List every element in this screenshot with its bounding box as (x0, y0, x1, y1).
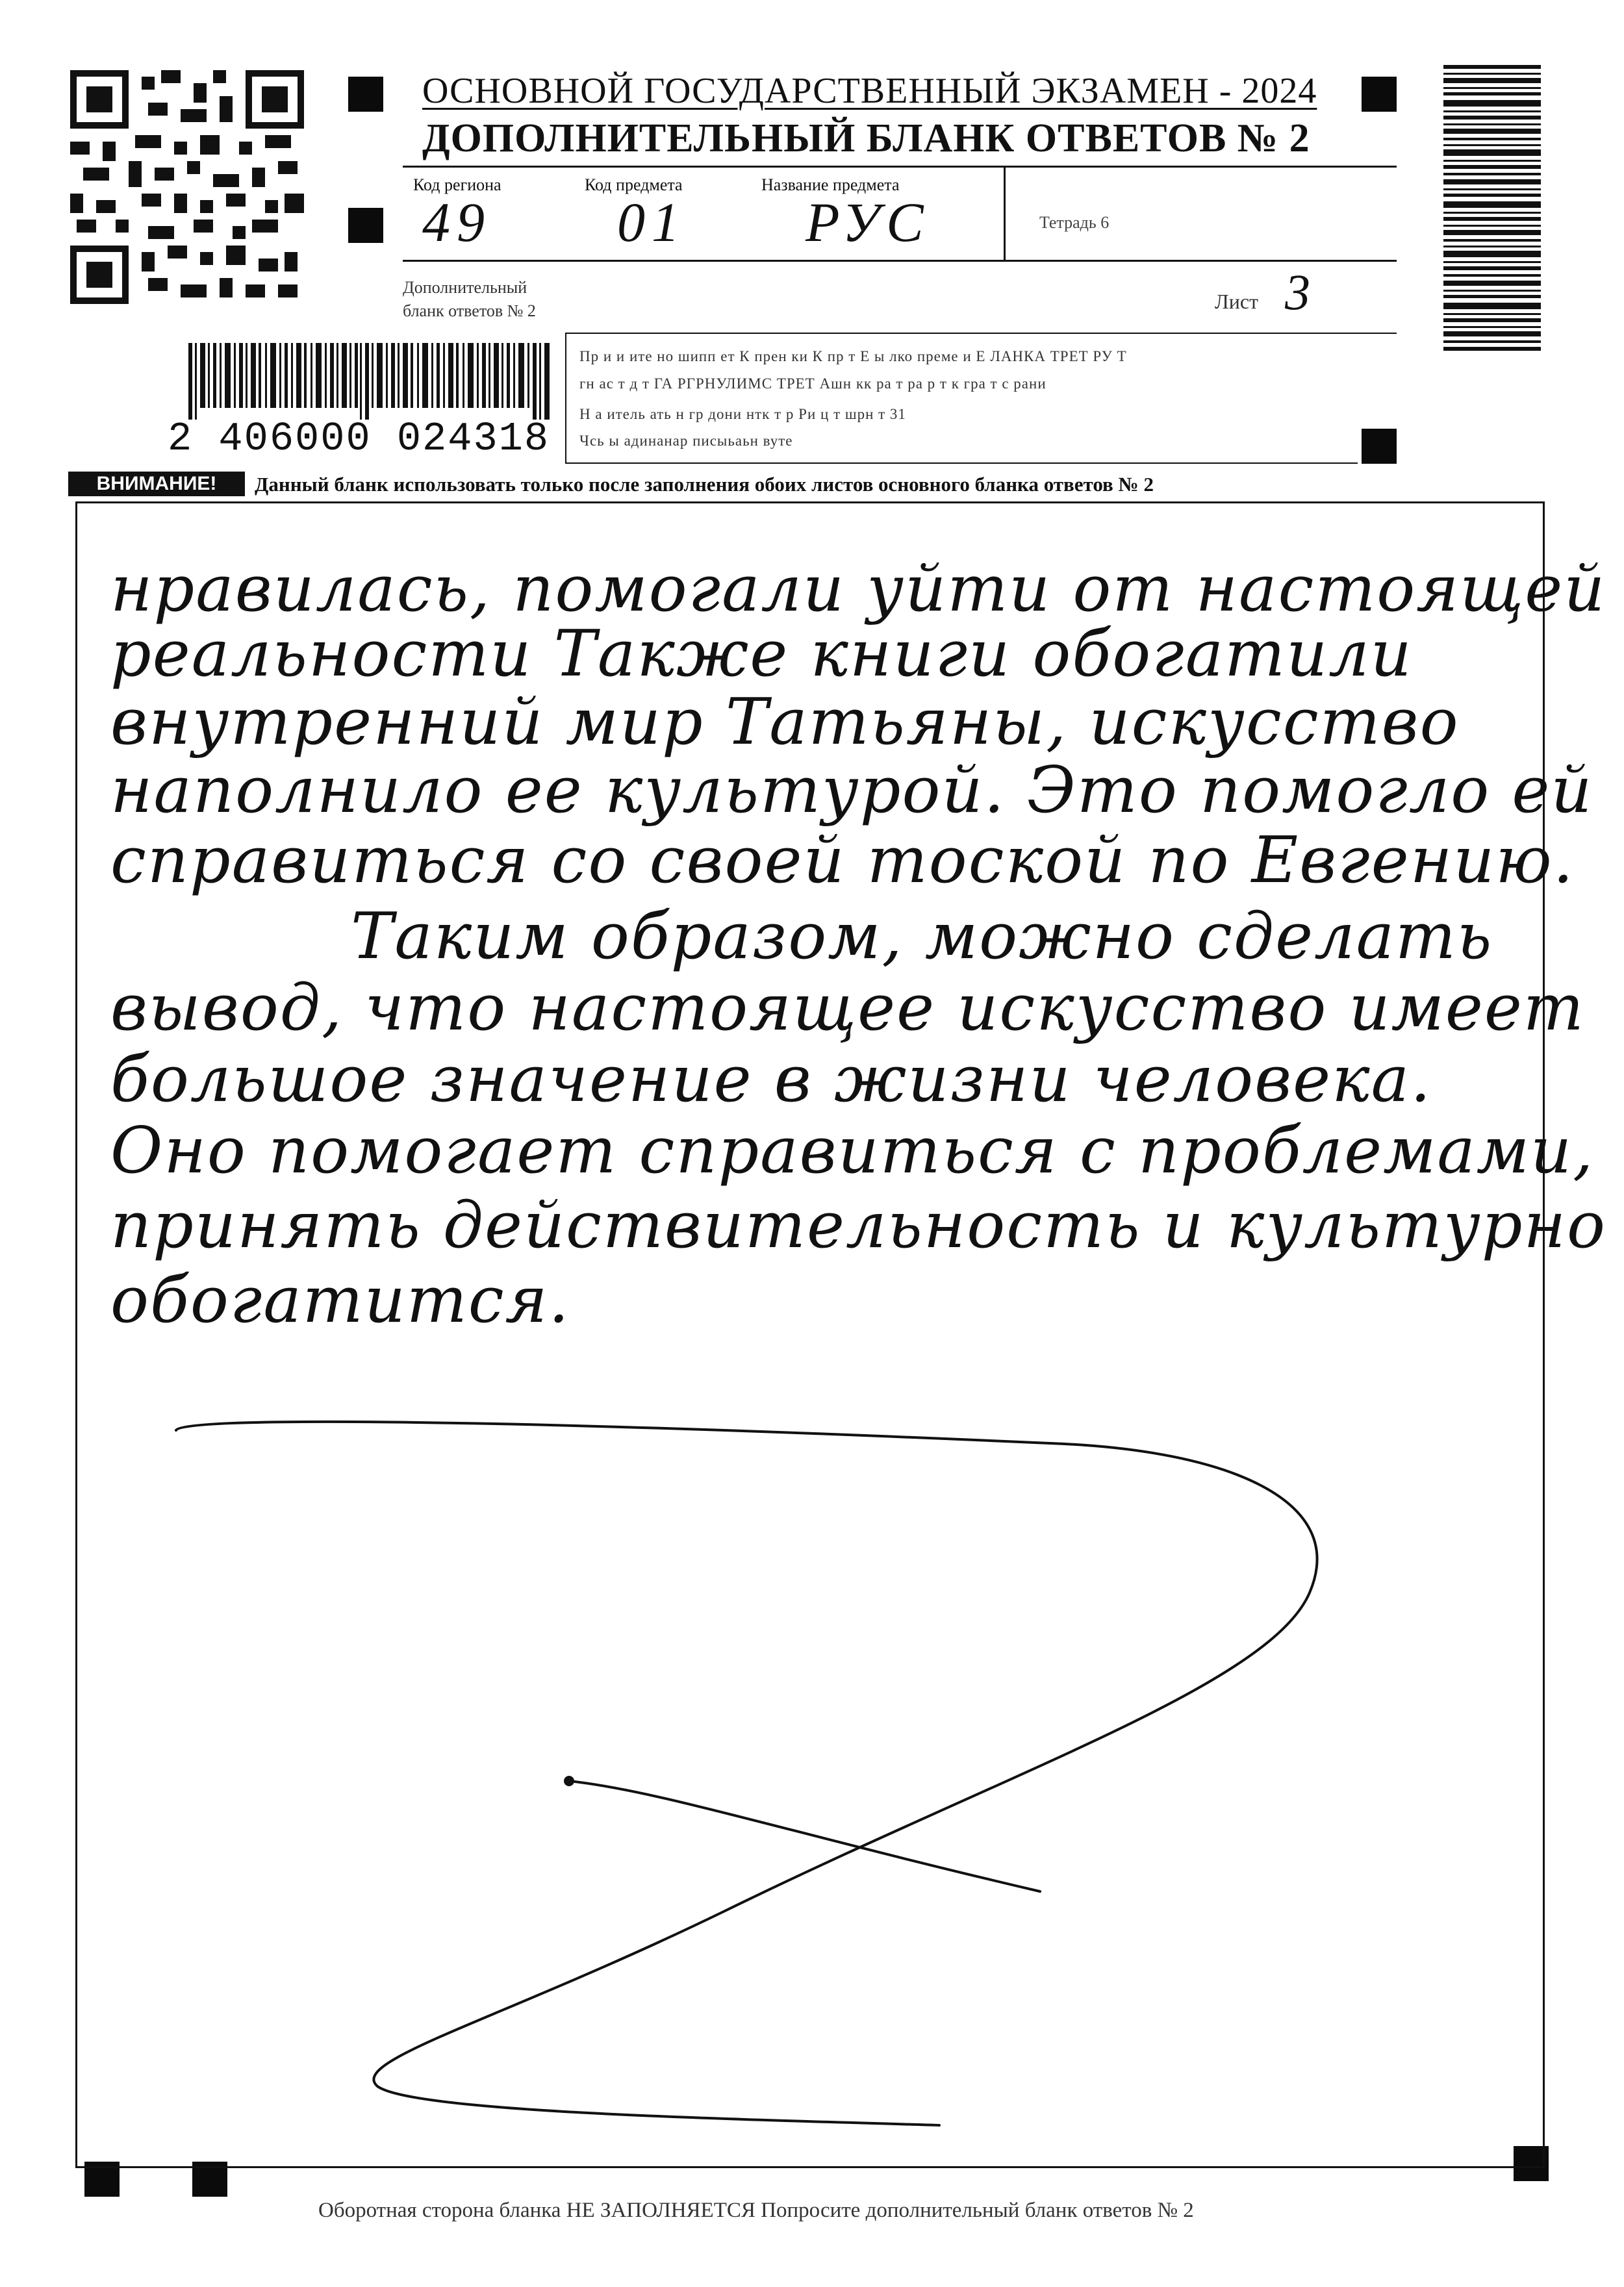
side-barcode (1443, 65, 1541, 351)
alignment-marker (1362, 77, 1397, 112)
notice-line: Пр и и ите но шипп ет К прен ки К пр т Е ы лко преме и Е ЛАНКА ТРЕТ РУ Т (579, 348, 1127, 364)
notebook-text: Тетрадь 6 (1039, 213, 1110, 232)
region-code-label: Код региона (413, 175, 501, 194)
alignment-marker (348, 208, 383, 243)
answer-line: реальности Также книги обогатили (110, 617, 1413, 691)
notice-line: Чсь ы адинанар писыьаьн вуте (579, 433, 793, 449)
sheet-value: 3 (1285, 264, 1317, 320)
alignment-marker (348, 77, 383, 112)
extra-form-label: Дополнительный (403, 278, 527, 297)
header-rule (565, 462, 1358, 464)
header-divider (1004, 166, 1006, 260)
sheet-label: Лист (1215, 290, 1259, 313)
footer-note: Оборотная сторона бланка НЕ ЗАПОЛНЯЕТСЯ Попросите дополнительный бланк ответов № 2 (318, 2199, 1194, 2222)
extra-form-label: бланк ответов № 2 (403, 301, 536, 320)
answer-line: внутренний мир Татьяны, искусство (110, 685, 1460, 759)
attention-text: Данный бланк использовать только после заполнения обоих листов основного бланка ответов № 2 (255, 473, 1154, 496)
answer-line: обогатится. (110, 1263, 570, 1337)
qr-code (70, 70, 304, 304)
exam-title: ОСНОВНОЙ ГОСУДАРСТВЕННЫЙ ЭКЗАМЕН - 2024 (422, 71, 1317, 111)
subject-name-value: РУС (806, 191, 930, 253)
header-rule (565, 333, 1397, 334)
form-title: ДОПОЛНИТЕЛЬНЫЙ БЛАНК ОТВЕТОВ № 2 (422, 116, 1310, 160)
notice-line: Н а итель ать н гр дони нтк т р Ри ц т шрн т 31 (579, 406, 906, 422)
answer-line: наполнило ее культурой. Это помогло ей (110, 753, 1593, 828)
z-strike-mark (75, 501, 1545, 2168)
barcode-digits: 2 406000 024318 (168, 416, 550, 462)
attention-badge: ВНИМАНИЕ! (68, 472, 245, 496)
subject-code-value: 01 (617, 191, 686, 253)
alignment-marker (1362, 429, 1397, 464)
header-rule (403, 166, 1397, 168)
answer-line: большое значение в жизни человека. (110, 1042, 1432, 1117)
subject-code-label: Код предмета (585, 175, 683, 194)
answer-line: нравилась, помогали уйти от настоящей (110, 552, 1606, 626)
answer-line: Таким образом, можно сделать (351, 900, 1493, 974)
form-barcode (188, 343, 552, 420)
answer-line: Оно помогает справиться с проблемами, (110, 1114, 1595, 1188)
region-code-value: 49 (422, 191, 491, 253)
subject-name-label: Название предмета (761, 175, 900, 194)
answer-line: принять действительность и культурно (110, 1189, 1607, 1263)
header-rule (403, 260, 1397, 262)
answer-line: справиться со своей тоской по Евгению. (110, 824, 1575, 898)
notice-line: гн ас т д т ГА РГРНУЛИМС ТРЕТ Ашн кк ра т ра р т к гра т с рани (579, 375, 1047, 392)
header-divider (565, 333, 566, 462)
answer-line: вывод, что настоящее искусство имеет (110, 971, 1585, 1045)
